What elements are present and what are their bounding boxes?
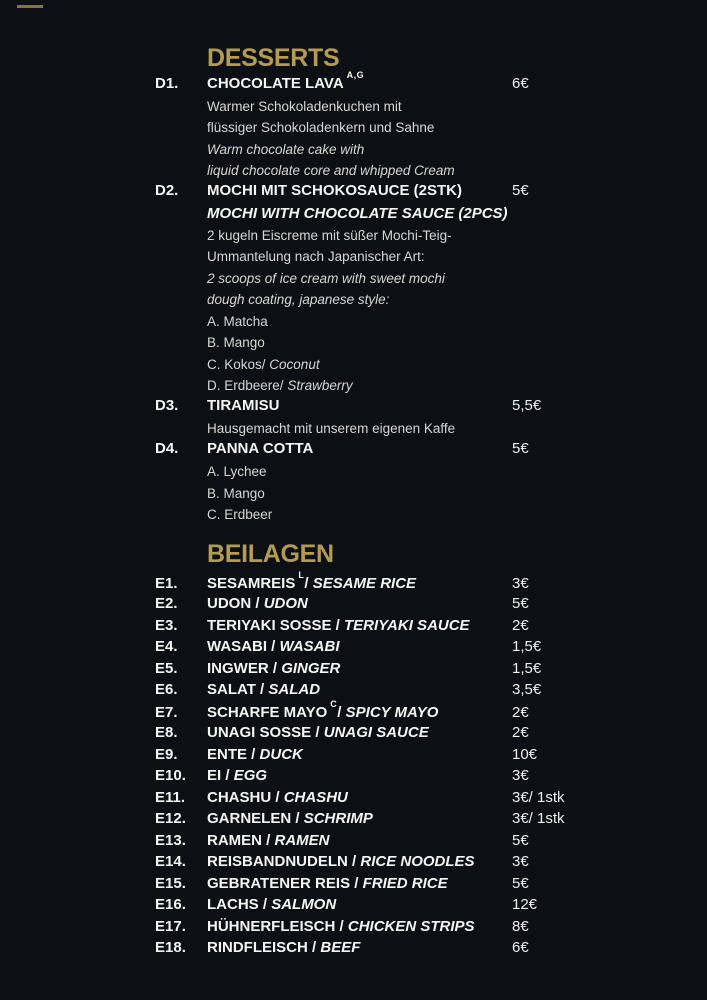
option-german: C. Erdbeer <box>207 507 273 522</box>
item-name-cell <box>207 617 512 634</box>
item-price: 2€ <box>512 616 529 634</box>
item-price: 3€/ 1stk <box>512 810 565 827</box>
item-name-german: SALAT <box>207 681 256 698</box>
item-name-english: SESAME RICE <box>312 574 417 592</box>
item-price: 3,5€ <box>512 681 542 698</box>
item-name-german: TIRAMISU <box>207 396 280 414</box>
item-id: E16. <box>155 896 186 913</box>
item-name-german: RINDFLEISCH <box>207 939 308 956</box>
item-name-english: BEEF <box>320 939 361 956</box>
item-id: D4. <box>155 439 179 457</box>
menu-item-row <box>155 638 677 660</box>
option-german: B. Mango <box>207 485 265 501</box>
item-description-line: Warmer Schokoladenkuchen mit <box>207 98 402 114</box>
item-id: E15. <box>155 874 186 892</box>
menu-item-row <box>155 617 677 639</box>
item-id: E3. <box>155 616 178 634</box>
name-separator: / <box>331 616 344 634</box>
menu-item-row <box>155 789 677 811</box>
item-name-cell <box>207 440 512 457</box>
item-id: E2. <box>155 595 178 612</box>
item-name-german: REISBANDNUDELN <box>207 853 348 870</box>
option-german: C. Kokos/ <box>207 356 266 372</box>
item-description-line: flüssiger Schokoladenkern und Sahne <box>207 120 435 135</box>
item-name-german: WASABI <box>207 638 267 655</box>
name-separator: / <box>307 939 321 956</box>
item-name-german: GARNELEN <box>207 810 292 827</box>
allergen-superscript: A,G <box>346 70 365 80</box>
item-price: 5€ <box>512 181 529 199</box>
item-name-german: GEBRATENER REIS <box>207 874 351 892</box>
item-name-english: SALAD <box>268 681 321 698</box>
item-name-cell <box>207 789 512 806</box>
item-name-english: RICE NOODLES <box>360 853 475 870</box>
menu-item-row <box>155 896 677 918</box>
name-separator: / <box>268 659 282 677</box>
option-english: Strawberry <box>287 378 353 393</box>
name-separator: / <box>304 574 313 592</box>
item-name-english: CHASHU <box>283 788 348 806</box>
item-id: E9. <box>155 745 178 763</box>
item-name-cell <box>207 939 512 956</box>
allergen-superscript: C <box>330 698 338 709</box>
item-id: E6. <box>155 681 178 698</box>
item-option-line <box>207 504 677 526</box>
option-german: B. Mango <box>207 335 265 350</box>
item-price: 3€/ 1stk <box>512 788 565 806</box>
item-price: 2€ <box>512 724 529 741</box>
item-price: 5€ <box>512 439 529 457</box>
item-name-cell <box>207 724 512 741</box>
item-name-cell <box>207 698 512 721</box>
item-name-english: SCHRIMP <box>303 810 373 827</box>
item-price: 5€ <box>512 831 529 849</box>
section-title: DESSERTS <box>207 44 340 72</box>
item-option-line <box>207 375 677 397</box>
item-price: 5€ <box>512 595 529 612</box>
item-price: 1,5€ <box>512 659 542 677</box>
item-name-cell <box>207 569 512 592</box>
item-name-cell <box>207 746 512 763</box>
option-german: A. Matcha <box>207 313 268 329</box>
item-name-english: TERIYAKI SAUCE <box>344 616 470 634</box>
item-name-english: WASABI <box>279 638 340 655</box>
menu-item-row <box>155 767 677 789</box>
menu-item-row <box>155 440 677 462</box>
item-name-english: DUCK <box>259 745 303 763</box>
item-name-english: SALMON <box>271 896 337 913</box>
name-separator: / <box>347 853 361 870</box>
menu-item-row <box>155 875 677 897</box>
item-name-cell <box>207 875 512 892</box>
item-name-english: EGG <box>233 767 268 784</box>
item-name-cell <box>207 853 512 870</box>
menu-item-row <box>155 595 677 617</box>
item-name-cell <box>207 397 512 414</box>
item-name-english: UDON <box>263 595 308 612</box>
item-name-cell <box>207 832 512 849</box>
menu-item-row <box>155 70 677 96</box>
item-name-cell <box>207 595 512 612</box>
name-separator: / <box>247 745 260 763</box>
name-separator: / <box>262 831 275 849</box>
item-name-german: EI <box>207 767 222 784</box>
item-id: E8. <box>155 724 178 741</box>
item-id: E10. <box>155 767 186 784</box>
item-id: E1. <box>155 574 178 592</box>
item-price: 10€ <box>512 745 538 763</box>
name-separator: / <box>267 638 280 655</box>
item-price: 3€ <box>512 574 529 592</box>
item-name-german: SCHARFE MAYO <box>207 703 328 721</box>
item-name-german: TERIYAKI SOSSE <box>207 616 332 634</box>
item-price: 5,5€ <box>512 396 542 414</box>
option-german: D. Erdbeere/ <box>207 378 284 393</box>
item-name-german: RAMEN <box>207 831 262 849</box>
item-id: D1. <box>155 75 179 92</box>
item-name-german: MOCHI MIT SCHOKOSAUCE (2STK) <box>207 181 462 199</box>
item-name-english: GINGER <box>281 659 341 677</box>
menu-item-row <box>155 681 677 703</box>
item-price: 12€ <box>512 896 538 913</box>
name-separator: / <box>311 724 324 741</box>
item-name-cell <box>207 810 512 827</box>
item-name-cell <box>207 896 512 913</box>
item-description-line: liquid chocolate core and whipped Cream <box>207 163 455 178</box>
name-separator: / <box>255 681 269 698</box>
section-title: BEILAGEN <box>207 539 334 568</box>
allergen-superscript: L <box>298 569 305 580</box>
menu-item-row <box>155 918 677 940</box>
menu-item-row <box>155 832 677 854</box>
item-description-line: Ummantelung nach Japanischer Art: <box>207 249 425 264</box>
item-id: E11. <box>155 788 186 806</box>
item-name-german: HÜHNERFLEISCH <box>207 917 336 935</box>
item-id: E5. <box>155 659 178 677</box>
item-name-german: UNAGI SOSSE <box>207 724 312 741</box>
item-name-german: INGWER <box>207 659 269 677</box>
menu-section-beilagen <box>155 538 677 961</box>
item-name-english: RAMEN <box>274 831 330 849</box>
item-price: 6€ <box>512 75 529 92</box>
item-name-cell <box>207 767 512 784</box>
item-name-german: CHASHU <box>207 788 272 806</box>
name-separator: / <box>337 703 346 721</box>
item-subname-english: MOCHI WITH CHOCOLATE SAUCE (2PCS) <box>207 205 508 222</box>
menu-item-row <box>155 397 677 419</box>
item-id: E4. <box>155 638 178 655</box>
item-price: 3€ <box>512 853 529 870</box>
item-option-line <box>207 483 677 505</box>
item-option-line <box>207 461 677 483</box>
item-name-english: CHICKEN STRIPS <box>347 917 475 935</box>
item-name-cell <box>207 70 512 92</box>
name-separator: / <box>258 896 272 913</box>
item-description-line: 2 scoops of ice cream with sweet mochi <box>207 270 445 286</box>
accent-dash <box>17 5 43 8</box>
item-name-cell <box>207 918 512 935</box>
item-description-line: 2 kugeln Eiscreme mit süßer Mochi-Teig- <box>207 227 452 243</box>
menu-item-row <box>155 660 677 682</box>
menu-item-row <box>155 724 677 746</box>
item-price: 1,5€ <box>512 638 542 655</box>
item-name-english: UNAGI SAUCE <box>323 724 429 741</box>
name-separator: / <box>251 595 264 612</box>
menu-item-row <box>155 939 677 961</box>
item-price: 5€ <box>512 874 529 892</box>
item-name-german: UDON <box>207 595 252 612</box>
item-price: 3€ <box>512 767 529 784</box>
item-option-line <box>207 332 677 354</box>
menu-item-row <box>155 810 677 832</box>
item-name-english: SPICY MAYO <box>345 703 439 721</box>
item-id: E13. <box>155 831 186 849</box>
name-separator: / <box>335 917 348 935</box>
menu-item-row <box>155 698 677 725</box>
name-separator: / <box>350 874 363 892</box>
item-name-german: LACHS <box>207 896 259 913</box>
item-id: E17. <box>155 917 186 935</box>
item-name-german: CHOCOLATE LAVA <box>207 75 344 92</box>
name-separator: / <box>291 810 304 827</box>
option-german: A. Lychee <box>207 464 267 479</box>
item-id: E12. <box>155 810 186 827</box>
item-price: 2€ <box>512 703 529 721</box>
menu-item-row <box>155 182 677 204</box>
menu-section-desserts <box>155 42 677 526</box>
item-price: 8€ <box>512 917 529 935</box>
item-id: E18. <box>155 939 186 956</box>
item-id: E7. <box>155 703 178 721</box>
item-name-cell <box>207 182 512 199</box>
menu-item-row <box>155 853 677 875</box>
item-name-english: FRIED RICE <box>362 874 448 892</box>
menu-item-row <box>155 569 677 596</box>
item-id: E14. <box>155 853 186 870</box>
menu-item-row <box>155 746 677 768</box>
item-name-german: SESAMREIS <box>207 574 296 592</box>
item-description-line: Warm chocolate cake with <box>207 141 365 157</box>
item-name-german: ENTE <box>207 745 248 763</box>
name-separator: / <box>271 788 284 806</box>
item-name-cell <box>207 681 512 698</box>
item-description-line: Hausgemacht mit unserem eigenen Kaffe <box>207 421 456 436</box>
item-id: D3. <box>155 396 179 414</box>
item-price: 6€ <box>512 939 529 956</box>
item-name-german: PANNA COTTA <box>207 439 314 457</box>
name-separator: / <box>221 767 234 784</box>
item-id: D2. <box>155 181 179 199</box>
item-name-cell <box>207 660 512 677</box>
item-description-line: dough coating, japanese style: <box>207 292 390 307</box>
option-english: Coconut <box>269 356 320 372</box>
item-option-line <box>207 354 677 376</box>
item-option-line <box>207 311 677 333</box>
item-name-cell <box>207 638 512 655</box>
